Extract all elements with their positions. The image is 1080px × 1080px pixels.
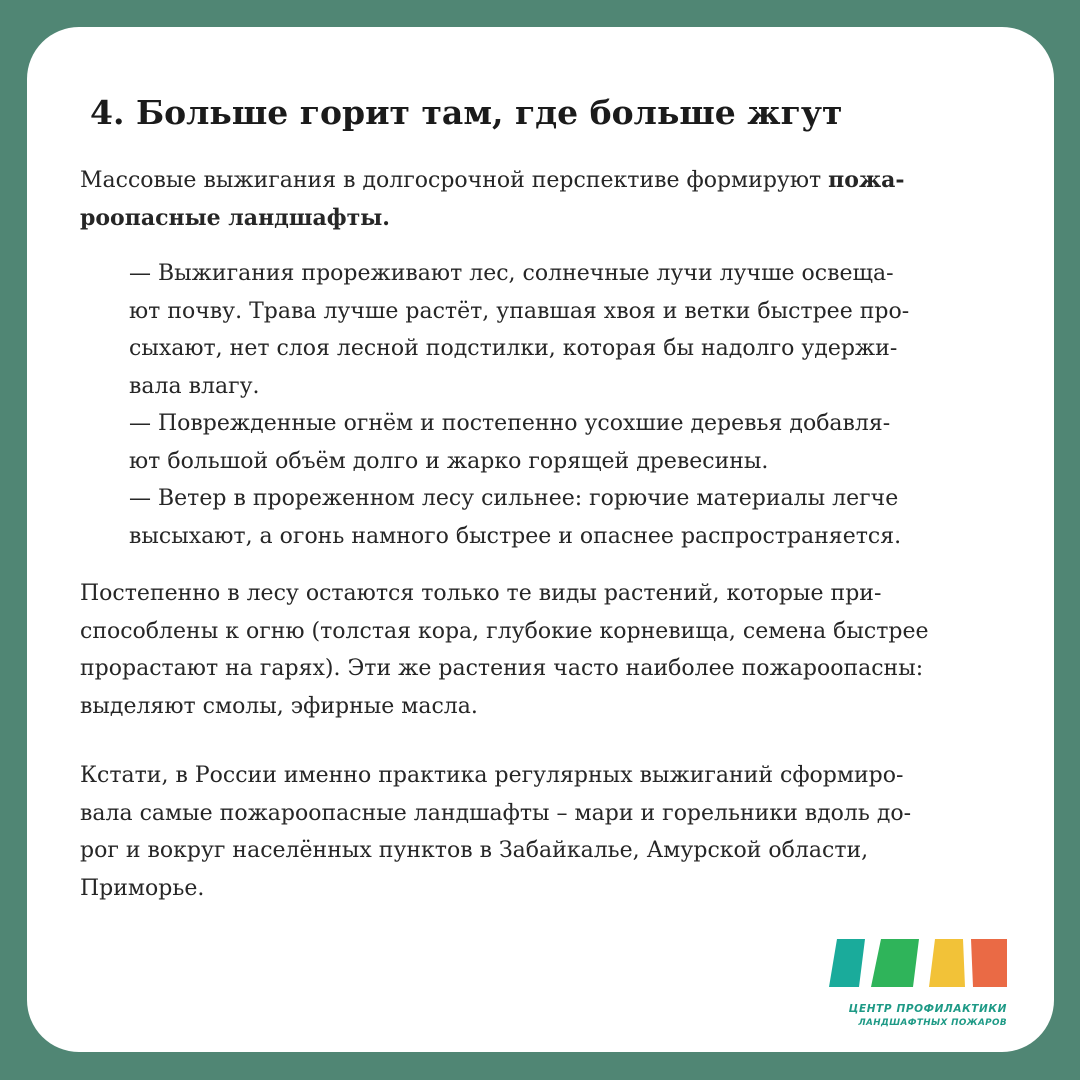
organization-logo bbox=[825, 935, 1015, 1030]
effects-line: — Поврежденные огнём и постепенно усохшие деревья добавля- bbox=[129, 411, 891, 436]
russia-paragraph bbox=[80, 757, 911, 907]
intro-paragraph bbox=[80, 162, 905, 237]
effects-line: ют почву. Трава лучше растёт, упавшая хвоя и ветки быстрее про- bbox=[129, 298, 910, 324]
logo-teal-shape bbox=[829, 939, 865, 987]
logo-yellow-shape bbox=[929, 939, 965, 987]
intro-bold-word: пожа- bbox=[828, 167, 905, 193]
content-card bbox=[27, 27, 1054, 1052]
effects-list bbox=[129, 255, 909, 555]
effects-line: сыхают, нет слоя лесной подстилки, которая бы надолго удержи- bbox=[129, 336, 898, 361]
russia-line: Кстати, в России именно практика регулярных выжиганий сформиро- bbox=[80, 763, 904, 788]
logo-text-line-2: ЛАНДШАФТНЫХ ПОЖАРОВ bbox=[858, 1018, 1007, 1028]
page-title: 4. Больше горит там, где больше жгут bbox=[90, 93, 843, 132]
effects-line: — Ветер в прореженном лесу сильнее: горючие материалы легче bbox=[129, 486, 899, 511]
intro-line-1 bbox=[80, 162, 905, 200]
logo-green-shape bbox=[871, 939, 919, 987]
adaptation-paragraph bbox=[80, 575, 929, 725]
logo-mark-icon bbox=[825, 935, 1015, 997]
russia-line: Приморье. bbox=[80, 875, 205, 901]
intro-line-1-text: Массовые выжигания в долгосрочной перспективе формируют bbox=[80, 168, 829, 193]
effects-line: вала влагу. bbox=[129, 373, 260, 399]
adaptation-line: способлены к огню (толстая кора, глубокие корневища, семена быстрее bbox=[80, 618, 929, 644]
russia-line: вала самые пожароопасные ландшафты – мари и горельники вдоль до- bbox=[80, 800, 912, 826]
adaptation-line: прорастают на гарях). Эти же растения часто наиболее пожароопасны: bbox=[80, 656, 924, 681]
intro-line-2-bold: роопасные ландшафты. bbox=[80, 204, 390, 231]
logo-orange-shape bbox=[971, 939, 1007, 987]
russia-line: рог и вокруг населённых пунктов в Забайкалье, Амурской области, bbox=[80, 838, 869, 863]
effects-line: ют большой объём долго и жарко горящей древесины. bbox=[129, 448, 769, 474]
effects-line: высыхают, а огонь намного быстрее и опаснее распространяется. bbox=[129, 523, 902, 549]
adaptation-line: Постепенно в лесу остаются только те виды растений, которые при- bbox=[80, 581, 882, 606]
logo-text-line-1: ЦЕНТР ПРОФИЛАКТИКИ bbox=[848, 1003, 1007, 1015]
effects-line: — Выжигания прореживают лес, солнечные лучи лучше освеща- bbox=[129, 261, 894, 286]
adaptation-line: выделяют смолы, эфирные масла. bbox=[80, 693, 478, 719]
